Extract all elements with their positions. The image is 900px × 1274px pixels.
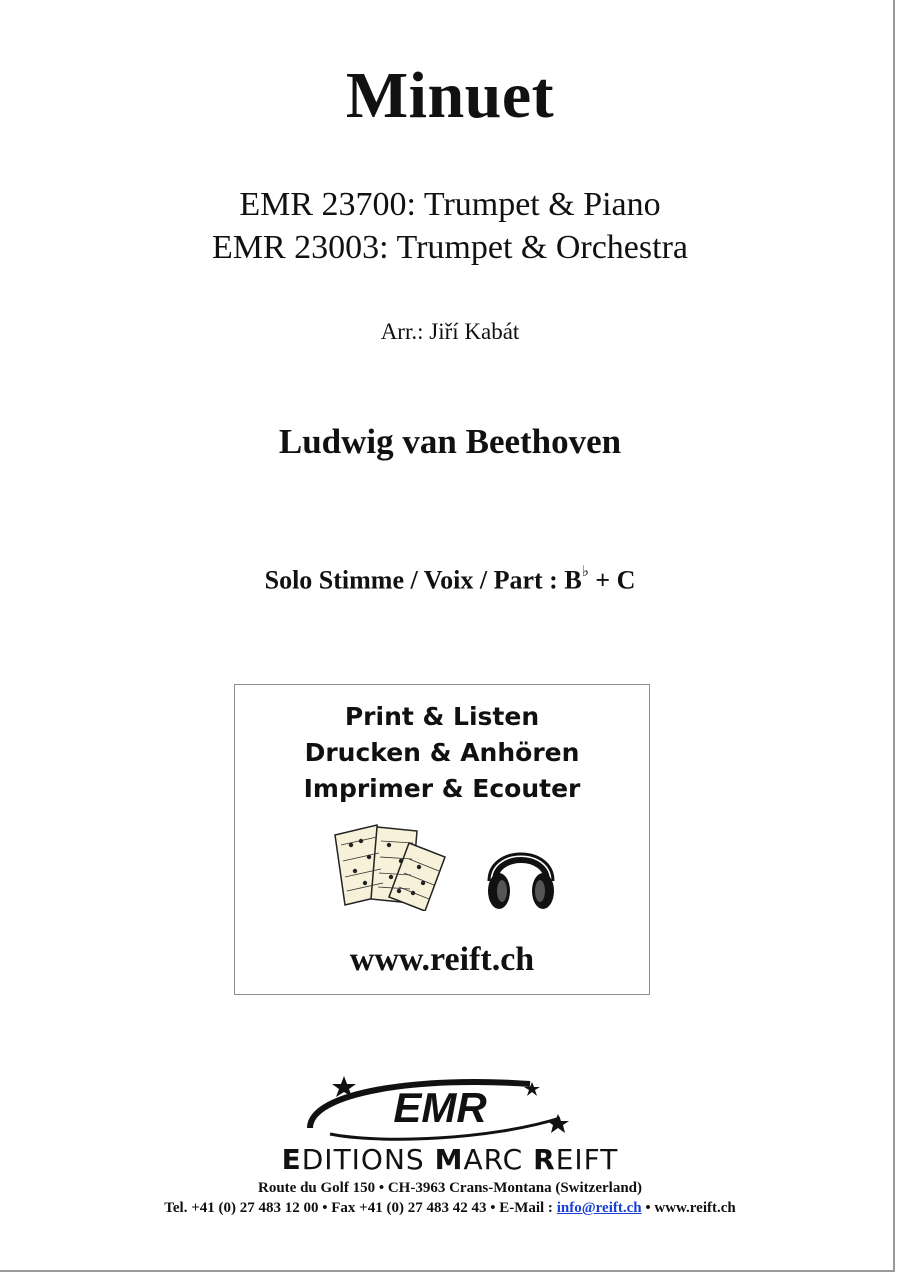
publisher-name: EDITIONS MARC REIFT xyxy=(281,1143,619,1176)
part-suffix: + C xyxy=(588,565,636,595)
sheet-music-icon xyxy=(327,821,453,911)
email-link[interactable]: info@reift.ch xyxy=(556,1200,642,1216)
contact-website: • www.reift.ch xyxy=(641,1200,736,1216)
emr-logo xyxy=(300,1070,580,1150)
promo-line-french: Imprimer & Ecouter xyxy=(303,774,581,803)
promo-line-german: Drucken & Anhören xyxy=(304,738,580,767)
print-listen-box[interactable] xyxy=(234,684,650,995)
promo-line-english: Print & Listen xyxy=(344,702,540,731)
part-prefix: Solo Stimme / Voix / Part : B xyxy=(264,565,582,595)
contact-phone-fax: Tel. +41 (0) 27 483 12 00 • Fax +41 (0) 27 483 42 43 • E-Mail : xyxy=(164,1200,557,1216)
composer-name: Ludwig van Beethoven xyxy=(278,422,622,461)
page-title: Minuet xyxy=(345,59,555,132)
edition-line-piano: EMR 23700: Trumpet & Piano xyxy=(239,186,661,223)
promo-website-link[interactable]: www.reift.ch xyxy=(349,941,535,978)
publisher-address: Route du Golf 150 • CH-3963 Crans-Montana (Switzerland) xyxy=(258,1180,642,1196)
part-designation xyxy=(0,565,900,596)
arranger-credit: Arr.: Jiří Kabát xyxy=(380,319,520,344)
flat-sign: ♭ xyxy=(581,564,589,580)
headphones-icon xyxy=(485,835,557,915)
edition-line-orchestra: EMR 23003: Trumpet & Orchestra xyxy=(212,229,688,266)
publisher-contact xyxy=(0,1200,900,1217)
svg-text:EMR: EMR xyxy=(393,1084,487,1131)
